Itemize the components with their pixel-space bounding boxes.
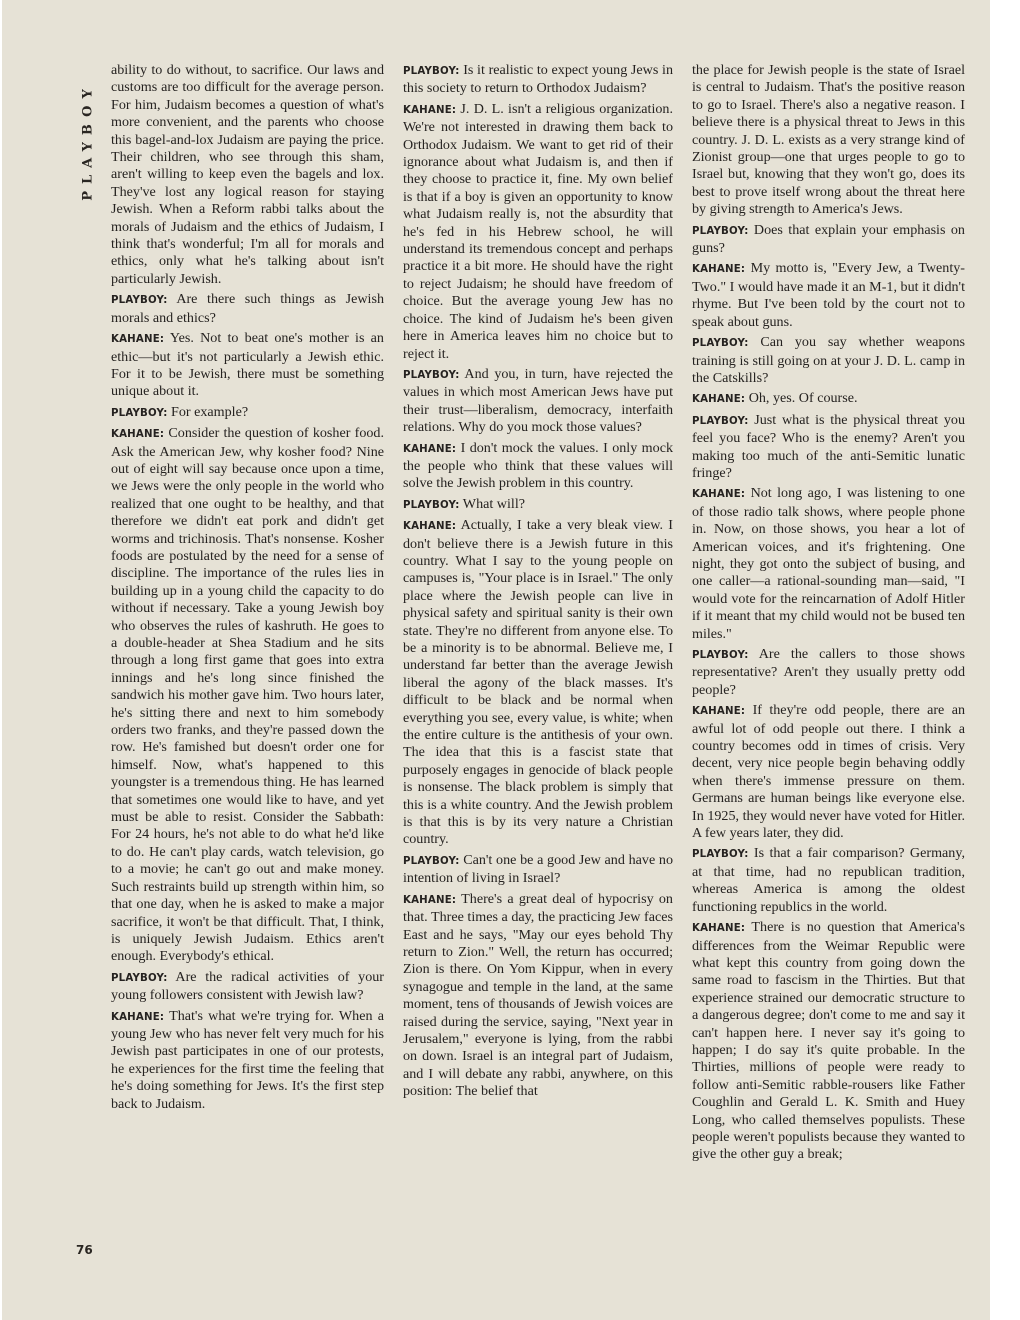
paragraph (692, 260, 965, 331)
speaker-label: PLAYBOY: (692, 415, 749, 427)
speaker-label: KAHANE: (111, 429, 165, 441)
paragraph-text: Actually, I take a very bleak view. I don't believe there is a Jewish future in this country. What I say to the young people on campuses is, "Your place is in Israel." The only place where the Jewish people can live in physical safety and spiritual sanity is their own state. They're no different from anyone else. To be a minority is to be abnormal. Believe me, I understand far better than the average Jewish liberal the agony of the black masses. It's difficult to be black and be normal when everything you see, every value, is white; when the entire culture is the antithesis of your own. The idea that this is a fascist state that purposely engages in genocide of black people is nonsense. The black problem is simply that this is a white country. And the Jewish problem is that this is by its very nature a Christian country. (403, 517, 674, 848)
paragraph-text: Oh, yes. Of course. (748, 390, 858, 407)
paragraph-text: Not long ago, I was listening to one of those radio talk shows, where people phone in. Now, on those shows, you hear a lot of American voices, and it's frightening. One night, they got onto the subject of busing, and one caller—a rational-sounding man—said, "I would vote for the reincarnation of Adolf Hitler if it meant that my child would not be bused ten miles." (692, 485, 965, 642)
paragraph (111, 404, 384, 422)
paragraph-text: That's what we're trying for. When a young Jew who has never felt very much for his Jewish past participates in one of our protests, he experiences for the first time the feeling that he's doing something for Jews. It's the first step back to Judaism. (111, 1007, 384, 1112)
speaker-label: PLAYBOY: (111, 295, 168, 307)
paragraph (403, 62, 673, 98)
speaker-label: KAHANE: (692, 264, 746, 276)
text-column-3 (692, 62, 965, 1167)
paragraph-text: I don't mock the values. I only mock the people who think that these values will solve the Jewish problem in this country. (403, 439, 673, 492)
paragraph (111, 425, 384, 966)
paragraph-text: If they're odd people, there are an awful lot of odd people out there. I think a country becomes odd in times of crisis. Very decent, very nice people begin behaving oddly when there's immense pressure on them. Germans are human beings like everyone else. In 1925, they would never have voted for Hitler. A few years later, they did. (692, 702, 965, 842)
paragraph (692, 485, 965, 643)
speaker-label: KAHANE: (403, 104, 457, 116)
paragraph (111, 62, 384, 288)
paragraph (692, 222, 965, 258)
speaker-label: KAHANE: (111, 334, 165, 346)
speaker-label: PLAYBOY: (403, 499, 460, 511)
speaker-label: KAHANE: (692, 706, 746, 718)
speaker-label: PLAYBOY: (111, 407, 168, 419)
paragraph (403, 440, 673, 493)
paragraph-text: Does that explain your emphasis on guns? (692, 221, 965, 257)
paragraph-text: Just what is the physical threat you feel you face? Who is the enemy? Aren't you making too much of the anti-Semitic lunatic fringe? (692, 411, 966, 481)
paragraph (111, 330, 384, 401)
paragraph-text: Consider the question of kosher food. Ask the American Jew, why kosher food? Nine out of eight will say because once upon a time, we Jews were the only people in the world who realized that one ought to be healthy, and that therefore we didn't eat pork and didn't get worms and trichinosis. That's nonsense. Kosher foods are postulated by the need for a sense of discipline. The importance of the rules lies in building up in a young child the capacity to do without if necessary. Take a young Jewish boy who observes the rules of kashruth. He goes to a double-header at Shea Stadium and he sits through a long first game that goes into extra innings and he's long since finished the sandwich his mother gave him. Two hours later, he's sitting there and next to him somebody orders two franks, and they're passed down the row. He's famished but doesn't order one for himself. Now, what's happened to this youngster is a tremendous thing. He has learned that sometimes one would like to have, and yet must be able to resist. Consider the Sabbath: For 24 hours, he's not able to do what he'd like to do. He can't play cards, watch television, go to a movie; he can't go out and make money. Such restraints build up strength within him, so that one day, when he is asked to make a major sacrifice, it won't be that difficult. That, I think, is uniquely Jewish Judaism. Ethics aren't enough. Everybody's ethical. (111, 425, 384, 965)
paragraph (403, 852, 673, 888)
paragraph (692, 412, 965, 483)
speaker-label: KAHANE: (692, 394, 746, 406)
paragraph-text: There's a great deal of hypocrisy on that. Three times a day, the practicing Jew faces East and he says, "May our eyes behold Thy return to Zion." Well, the return has occurred; Zion is there. On Yom Kippur, when in every synagogue and temple in the land, at the same moment, tens of thousands of Jewish voices are raised during the service, saying, "Next year in Jerusalem," everyone is lying, from the rabbi on down. Israel is an integral part of Judaism, and I will debate any rabbi, anywhere, on this position: The belief that (403, 890, 673, 1100)
speaker-label: PLAYBOY: (692, 338, 749, 350)
paragraph-text: ability to do without, to sacrifice. Our laws and customs are too difficult for the average person. For him, Judaism becomes a question of what's more convenient, and the parents who choose this bagel-and-lox Judaism are paying the price. Their children, who see through this sham, aren't willing to keep even the bagels and lox. They've lost any logical reason for staying Jewish. When a Reform rabbi talks about the morals of Judaism and the ethics of Judaism, I think that's wonderful; I'm all for morals and ethics, only what he's talking about isn't particularly Jewish. (111, 62, 384, 287)
paragraph (111, 1008, 384, 1113)
paragraph (403, 101, 673, 363)
paragraph-text: Can you say whether weapons training is still going on at your J. D. L. camp in the Catskills? (692, 334, 965, 386)
logo-text: PLAYBOY (80, 81, 96, 201)
speaker-label: PLAYBOY: (111, 972, 168, 984)
paragraph (111, 291, 384, 327)
paragraph-text: the place for Jewish people is the state of Israel is central to Judaism. That's the positive reason to go to Israel. There's also a negative reason. I believe there is a physical threat to Jews in this country. J. D. L. exists as a very strange kind of Zionist group—one that urges people to go to Israel but, knowing that they won't go, does its best to prove itself wrong about the threat here by giving strength to America's Jews. (692, 62, 965, 218)
paragraph-text: Are the callers to those shows representative? Aren't they usually pretty odd people? (692, 646, 965, 698)
paragraph-text: J. D. L. isn't a religious organization. We're not interested in drawing them back to Orthodox Judaism. We want to get rid of their ignorance about what Judaism is, and then if they choose to practice it, fine. My own belief is that if a boy is given an opportunity to know what Judaism really is, not the absurdity that he's fed in his Hebrew school, he will understand its tremendous concept and perhaps practice it a bit more. He should have the right to reject Judaism; he should have freedom of choice. But the average young Jew has no choice. The kind of Judaism he's been given here in America leaves him no choice but to reject it. (403, 100, 673, 362)
paragraph-text: There is no question that America's differences from the Weimar Republic were what kept this country from going down the same road to fascism in the Thirties. But that experience strained our democratic structure to a dangerous degree; don't come to me and say it can't happen here. I never say it's going to happen; I do say it's quite probable. In the Thirties, millions of people were ready to follow anti-Semitic rabble-rousers like Father Coughlin and Gerald L. K. Smith and Huey Long, who called themselves populists. These people weren't populists because they wanted to give the other guy a break; (692, 919, 965, 1163)
speaker-label: KAHANE: (692, 489, 746, 501)
speaker-label: KAHANE: (111, 1011, 165, 1023)
speaker-label: KAHANE: (403, 521, 457, 533)
paragraph (692, 334, 965, 387)
paragraph-text: Is it realistic to expect young Jews in this society to return to Orthodox Judaism? (403, 62, 673, 97)
paragraph-text: Is that a fair comparison? Germany, at that time, had no republican tradition, whereas America is among the oldest functioning republics in the world. (692, 845, 965, 915)
magazine-logo (74, 66, 102, 216)
speaker-label: PLAYBOY: (692, 849, 749, 861)
speaker-label: KAHANE: (403, 443, 457, 455)
paragraph-text: Are there such things as Jewish morals and ethics? (111, 291, 384, 326)
paragraph (692, 919, 965, 1164)
paragraph-text: And you, in turn, have rejected the values in which most American Jews have put their trust—liberalism, democracy, interfaith relations. Why do you mock those values? (403, 365, 673, 436)
paragraph (403, 891, 673, 1101)
paragraph (692, 702, 965, 842)
paragraph-text: For example? (171, 403, 249, 420)
magazine-page (2, 0, 990, 1320)
page-number: 76 (76, 1243, 93, 1257)
paragraph-text: What will? (462, 495, 525, 512)
speaker-label: PLAYBOY: (692, 225, 749, 237)
speaker-label: PLAYBOY: (403, 855, 460, 867)
paragraph (111, 969, 384, 1005)
speaker-label: KAHANE: (692, 923, 746, 935)
text-column-1 (111, 62, 384, 1116)
paragraph-text: Can't one be a good Jew and have no intention of living in Israel? (403, 851, 673, 887)
paragraph (403, 517, 673, 849)
speaker-label: PLAYBOY: (403, 66, 460, 77)
speaker-label: KAHANE: (403, 894, 457, 906)
paragraph (403, 366, 673, 437)
paragraph (403, 496, 673, 514)
paragraph-text: My motto is, "Every Jew, a Twenty-Two." I would have made it an M-1, but it didn't rhyme. But I've been told by the court not to speak about guns. (692, 260, 965, 330)
speaker-label: PLAYBOY: (692, 650, 749, 661)
paragraph-text: Yes. Not to beat one's mother is an ethic—but it's not particularly a Jewish ethic. For it to be Jewish, there must be something unique about it. (111, 330, 384, 400)
speaker-label: PLAYBOY: (403, 369, 460, 381)
paragraph-text: Are the radical activities of your young followers consistent with Jewish law? (111, 968, 384, 1004)
paragraph (692, 62, 965, 219)
paragraph (692, 845, 965, 916)
text-column-2 (403, 62, 673, 1104)
paragraph (692, 646, 965, 699)
paragraph (692, 390, 965, 408)
